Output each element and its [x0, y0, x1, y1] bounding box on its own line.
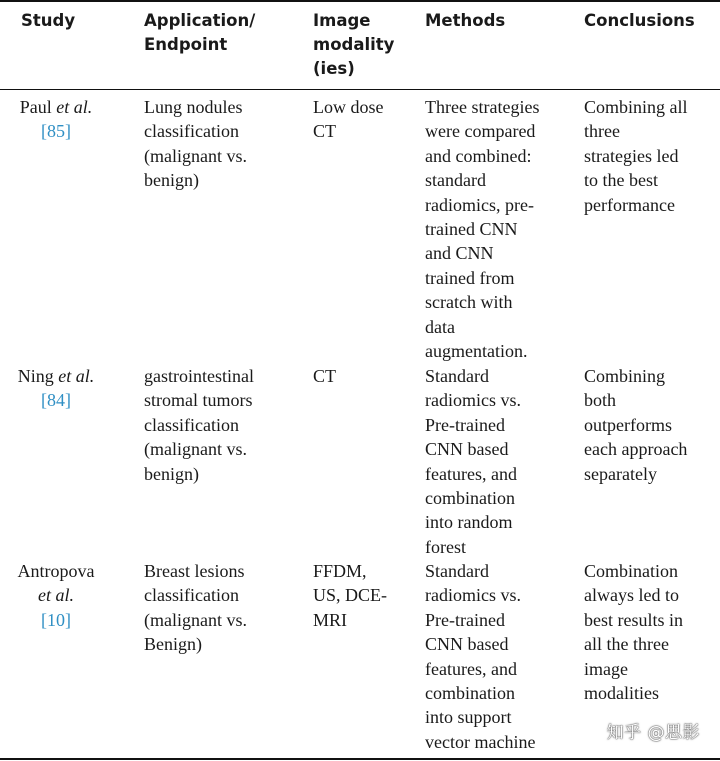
study-reference-link[interactable]: [85] — [41, 121, 71, 142]
header-methods: Methods — [425, 11, 506, 30]
table-row-study — [6, 364, 106, 413]
header-conclusions: Conclusions — [584, 11, 695, 30]
study-author-line — [6, 95, 106, 119]
header-application: Application/ Endpoint — [144, 11, 256, 54]
study-etal: et al. — [58, 366, 95, 386]
study-author: Paul — [19, 97, 52, 117]
row-3-conclusions: Combination always led to best results in all the three image modalities — [584, 561, 683, 704]
row-1-conclusions: Combining all three strategies led to the best performance — [584, 97, 688, 215]
row-2-methods: Standard radiomics vs. Pre-trained CNN based features, and combination into random forest — [425, 366, 521, 557]
study-etal: et al. — [56, 97, 93, 117]
row-3-methods: Standard radiomics vs. Pre-trained CNN based features, and combination into support vector machine — [425, 561, 536, 752]
watermark: 知乎 @思影 — [606, 723, 700, 743]
header-modality: Image modality (ies) — [313, 11, 395, 78]
row-3-modality: FFDM, US, DCE- MRI — [313, 561, 388, 630]
study-author: Antropova — [17, 561, 95, 581]
row-1-methods: Three strategies were compared and combined: standard radiomics, pre- trained CNN and CNN trained from scratch with data augmentation. — [425, 97, 540, 362]
study-etal: et al. — [38, 585, 74, 606]
row-2-conclusions: Combining both outperforms each approach separately — [584, 366, 688, 484]
row-2-modality: CT — [313, 366, 337, 386]
study-author: Ning — [17, 366, 54, 386]
study-reference-link[interactable]: [10] — [41, 609, 71, 630]
table-row-study — [6, 95, 106, 144]
header-study: Study — [21, 11, 76, 30]
row-2-application: gastrointestinal stromal tumors classification (malignant vs. benign) — [144, 366, 254, 484]
row-3-application: Breast lesions classification (malignant vs. Benign) — [144, 561, 247, 655]
table-top-rule — [0, 0, 720, 2]
study-author-line — [6, 364, 106, 388]
row-1-modality: Low dose CT — [313, 97, 384, 142]
table-bottom-rule — [0, 758, 720, 760]
row-1-application: Lung nodules classification (malignant vs. benign) — [144, 97, 247, 191]
header-divider — [0, 89, 720, 90]
study-reference-link[interactable]: [84] — [41, 390, 71, 411]
table-row-study — [6, 559, 106, 632]
